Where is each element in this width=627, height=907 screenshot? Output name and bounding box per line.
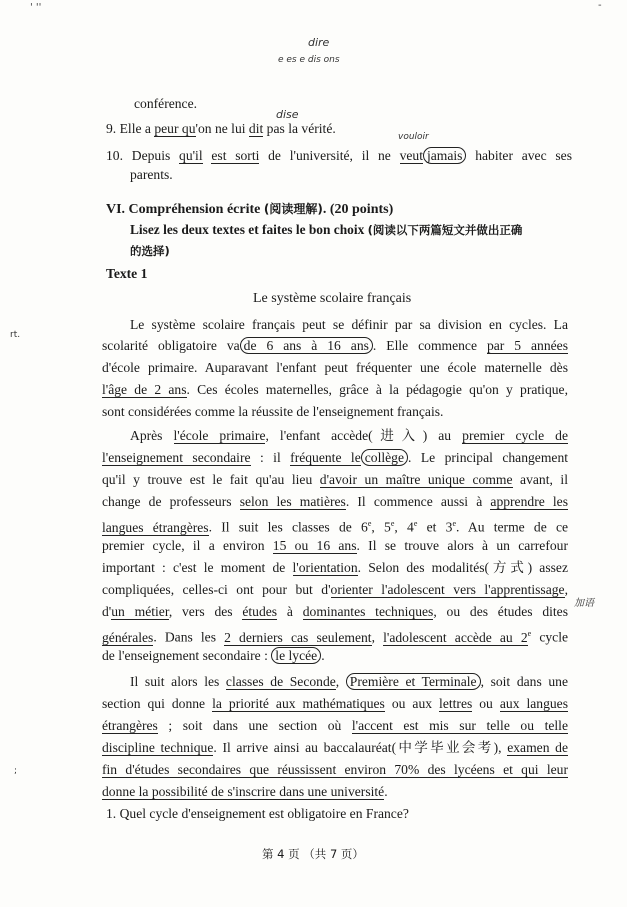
p3-line-6: donne la possibilité de s'inscrire dans une université. [102,784,388,799]
p1-line-5: sont considérées comme la réussite de l'enseignement français. [102,404,444,419]
p2-line-10: générales. Dans les 2 derniers cas seulement, l'adolescent accède au 2e cycle [102,629,569,645]
p2-line-8: compliquées, celles-ci ont pour but d'orienter l'adolescent vers l'apprentissage, [102,582,568,597]
handwritten-note-dise: dise [276,108,299,121]
p1-line-2: scolarité obligatoire va de 6 ans à 16 ans . Elle commence par 5 années [102,338,568,353]
p2-line-9: d'un métier, vers des études à dominantes techniques, ou des études dites [102,604,569,619]
p2-line-11: de l'enseignement secondaire : le lycée . [102,648,325,663]
exercise-10-line-2: parents. [130,167,173,182]
scan-mark-top-right: - [598,0,602,11]
exercise-10: 10. Depuis qu'il est sorti de l'université, il ne veut jamais habiter avec ses [106,148,572,163]
handwritten-note-vouloir: vouloir [398,132,429,142]
p1-line-3: d'école primaire. Auparavant l'enfant peut fréquenter une école maternelle dès [102,360,568,375]
text-heading: Texte 1 [106,266,148,281]
p2-line-6: premier cycle, il a environ 15 ou 16 ans. Il se trouve alors à un carrefour [102,538,568,553]
p2-line-4: change de professeurs selon les matières. Il commence aussi à apprendre les [102,494,568,509]
instructions-line-1: Lisez les deux textes et faites le bon choix (阅读以下两篇短文并做出正确 [130,222,523,237]
margin-mark-left: rt. [10,330,21,340]
exercise-8-tail: conférence. [134,96,198,111]
p2-line-7: important : c'est le moment de l'orientation. Selon des modalités(方式) assez [102,560,568,575]
handwritten-note-dire: dire [308,36,330,49]
page-footer: 第 4 页 （共 7 页） [262,847,364,861]
p1-line-1: Le système scolaire français peut se définir par sa division en cycles. La [130,317,568,332]
text-title: Le système scolaire français [253,291,412,306]
instructions-line-2: 的选择) [130,244,170,258]
p3-line-2: section qui donne la priorité aux mathématiques ou aux lettres ou aux langues [102,696,569,711]
p2-line-5: langues étrangères. Il suit les classes de 6e, 5e, 4e et 3e. Au terme de ce [102,519,569,535]
p3-line-3: étrangères ; soit dans une section où l'accent est mis sur telle ou telle [102,718,568,733]
p1-line-4: l'âge de 2 ans. Ces écoles maternelles, grâce à la pédagogie qu'on y pratique, [102,382,568,397]
scan-mark-top-left: ' '' [30,2,42,13]
p3-line-1: Il suit alors les classes de Seconde, Première et Terminale , soit dans une [130,674,568,689]
p3-line-5: fin d'études secondaires que réussissent environ 70% des lycéens et qui leur [102,762,568,777]
margin-note-right: 加语 [574,598,594,609]
p2-line-3: qu'il y trouve est le fait qu'au lieu d'avoir un maître unique comme avant, il [102,472,568,487]
question-1: 1. Quel cycle d'enseignement est obligatoire en France? [106,806,409,821]
handwritten-note-dire-conjugation: e es e dis ons [278,55,340,65]
p3-line-4: discipline technique. Il arrive ainsi au baccalauréat(中学毕业会考), examen de [102,740,568,755]
p2-line-1: Après l'école primaire, l'enfant accède(进入) au premier cycle de [130,428,568,443]
exercise-9: 9. Elle a peur qu'on ne lui dit pas la vérité. [106,121,336,136]
p2-line-2: l'enseignement secondaire : il fréquente le collège . Le principal changement [102,450,569,465]
section-title: VI. Compréhension écrite (阅读理解). (20 points) [106,202,394,217]
margin-mark-left-2: ; [14,766,18,776]
